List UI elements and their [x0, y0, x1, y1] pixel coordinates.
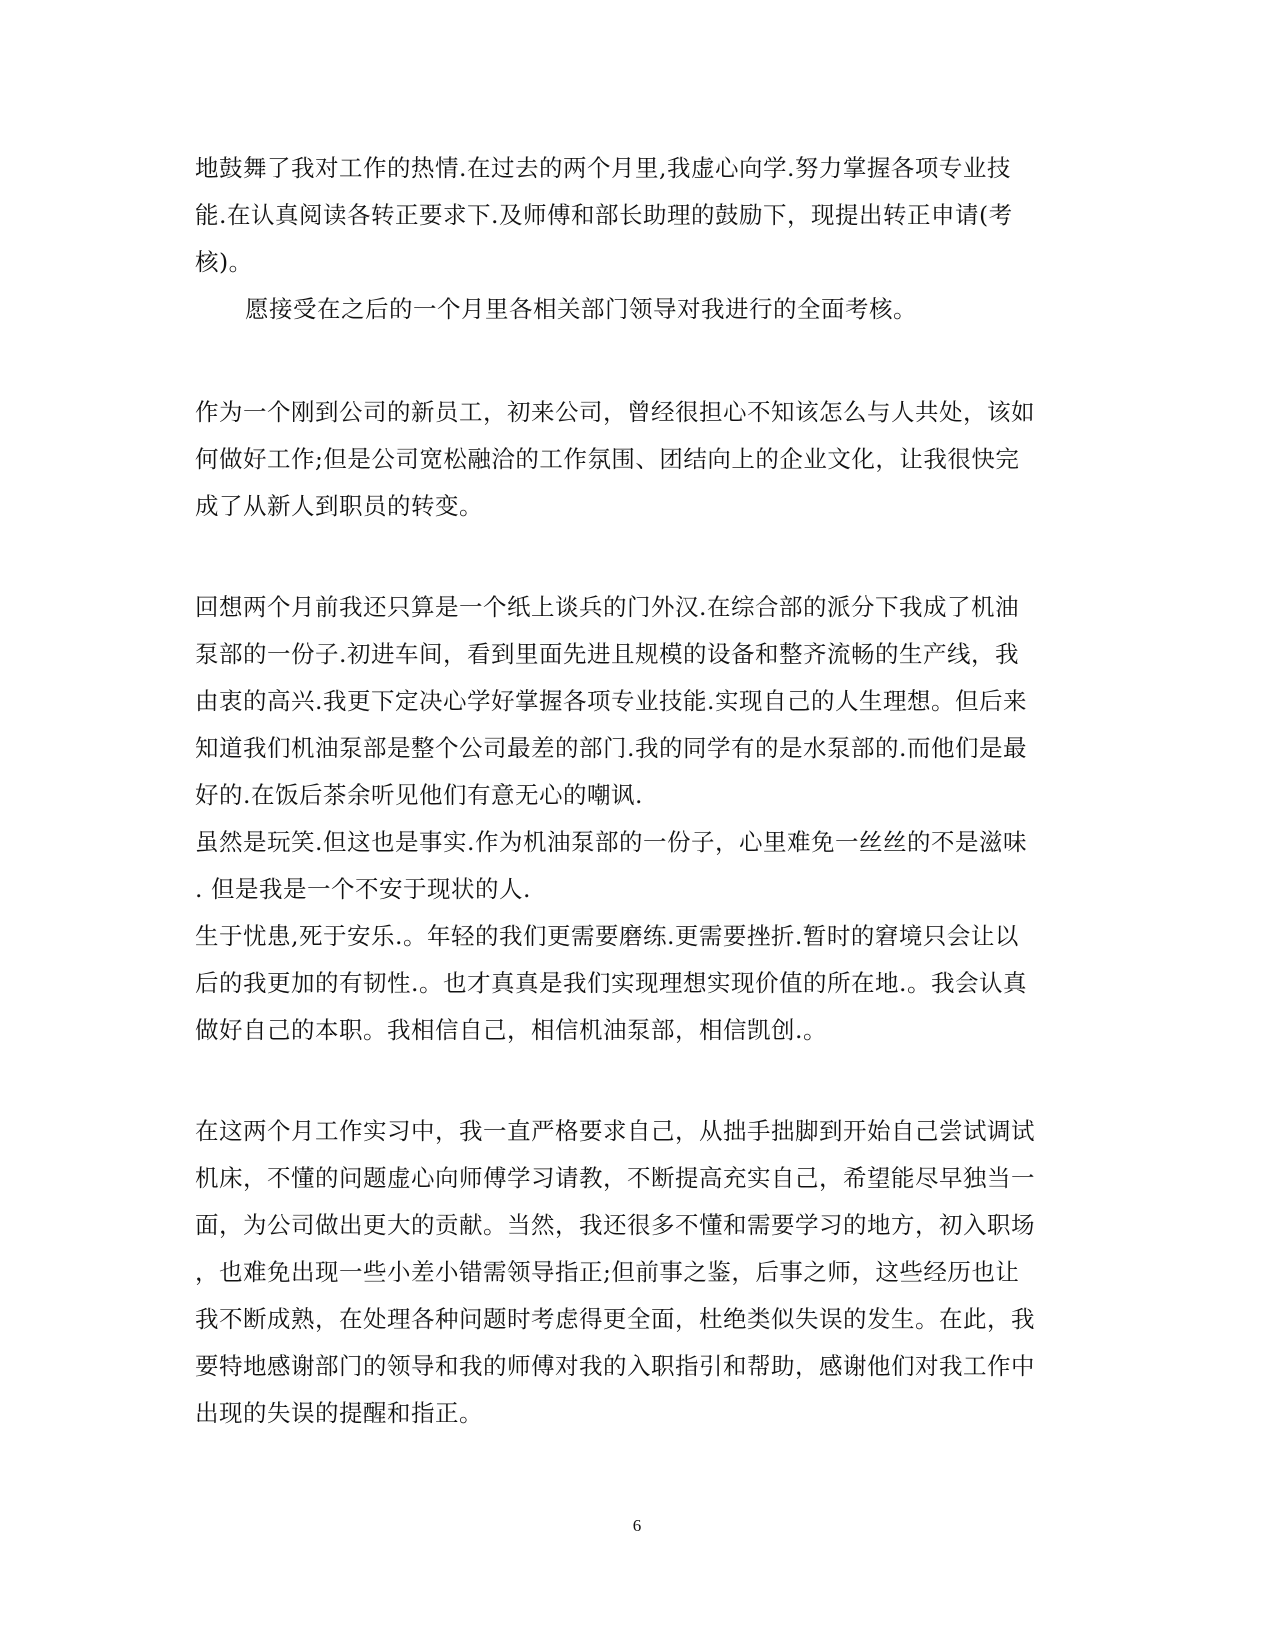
paragraph-line: 何做好工作;但是公司宽松融洽的工作氛围、团结向上的企业文化，让我很快完: [195, 445, 1020, 473]
paragraph-line: 知道我们机油泵部是整个公司最差的部门.我的同学有的是水泵部的.而他们是最: [195, 734, 1027, 762]
paragraph-line: 机床，不懂的问题虚心向师傅学习请教，不断提高充实自己，希望能尽早独当一: [195, 1164, 1035, 1192]
paragraph-line: 我不断成熟，在处理各种问题时考虑得更全面，杜绝类似失误的发生。在此，我: [195, 1305, 1035, 1333]
paragraph-line: 由衷的高兴.我更下定决心学好掌握各项专业技能.实现自己的人生理想。但后来: [195, 687, 1027, 715]
paragraph-line: 要特地感谢部门的领导和我的师傅对我的入职指引和帮助，感谢他们对我工作中: [195, 1352, 1035, 1380]
paragraph-line: 在这两个月工作实习中，我一直严格要求自己，从拙手拙脚到开始自己尝试调试: [195, 1117, 1035, 1145]
page-number: 6: [632, 1516, 642, 1535]
paragraph-line: 做好自己的本职。我相信自己，相信机油泵部，相信凯创.。: [195, 1016, 827, 1044]
paragraph-line: 成了从新人到职员的转变。: [195, 492, 483, 520]
paragraph-line: 地鼓舞了我对工作的热情.在过去的两个月里,我虚心向学.努力掌握各项专业技: [195, 154, 1011, 182]
paragraph-line: 面，为公司做出更大的贡献。当然，我还很多不懂和需要学习的地方，初入职场: [195, 1211, 1035, 1239]
paragraph-line: 能.在认真阅读各转正要求下.及师傅和部长助理的鼓励下，现提出转正申请(考: [195, 201, 1013, 229]
paragraph-line: . 但是我是一个不安于现状的人.: [195, 875, 531, 903]
paragraph-line: 作为一个刚到公司的新员工，初来公司，曾经很担心不知该怎么与人共处，该如: [195, 398, 1035, 426]
paragraph-line: ，也难免出现一些小差小错需领导指正;但前事之鉴，后事之师，这些经历也让: [195, 1258, 1020, 1286]
paragraph-line: 核)。: [195, 248, 253, 276]
paragraph-line: 出现的失误的提醒和指正。: [195, 1399, 483, 1427]
paragraph-line: 生于忧患,死于安乐.。年轻的我们更需要磨练.更需要挫折.暂时的窘境只会让以: [195, 922, 1019, 950]
paragraph-line: 愿接受在之后的一个月里各相关部门领导对我进行的全面考核。: [245, 295, 917, 323]
paragraph-line: 后的我更加的有韧性.。也才真真是我们实现理想实现价值的所在地.。我会认真: [195, 969, 1027, 997]
paragraph-line: 泵部的一份子.初进车间，看到里面先进且规模的设备和整齐流畅的生产线，我: [195, 640, 1019, 668]
paragraph-line: 虽然是玩笑.但这也是事实.作为机油泵部的一份子，心里难免一丝丝的不是滋味: [195, 828, 1027, 856]
paragraph-line: 好的.在饭后茶余听见他们有意无心的嘲讽.: [195, 781, 643, 809]
paragraph-line: 回想两个月前我还只算是一个纸上谈兵的门外汉.在综合部的派分下我成了机油: [195, 593, 1019, 621]
